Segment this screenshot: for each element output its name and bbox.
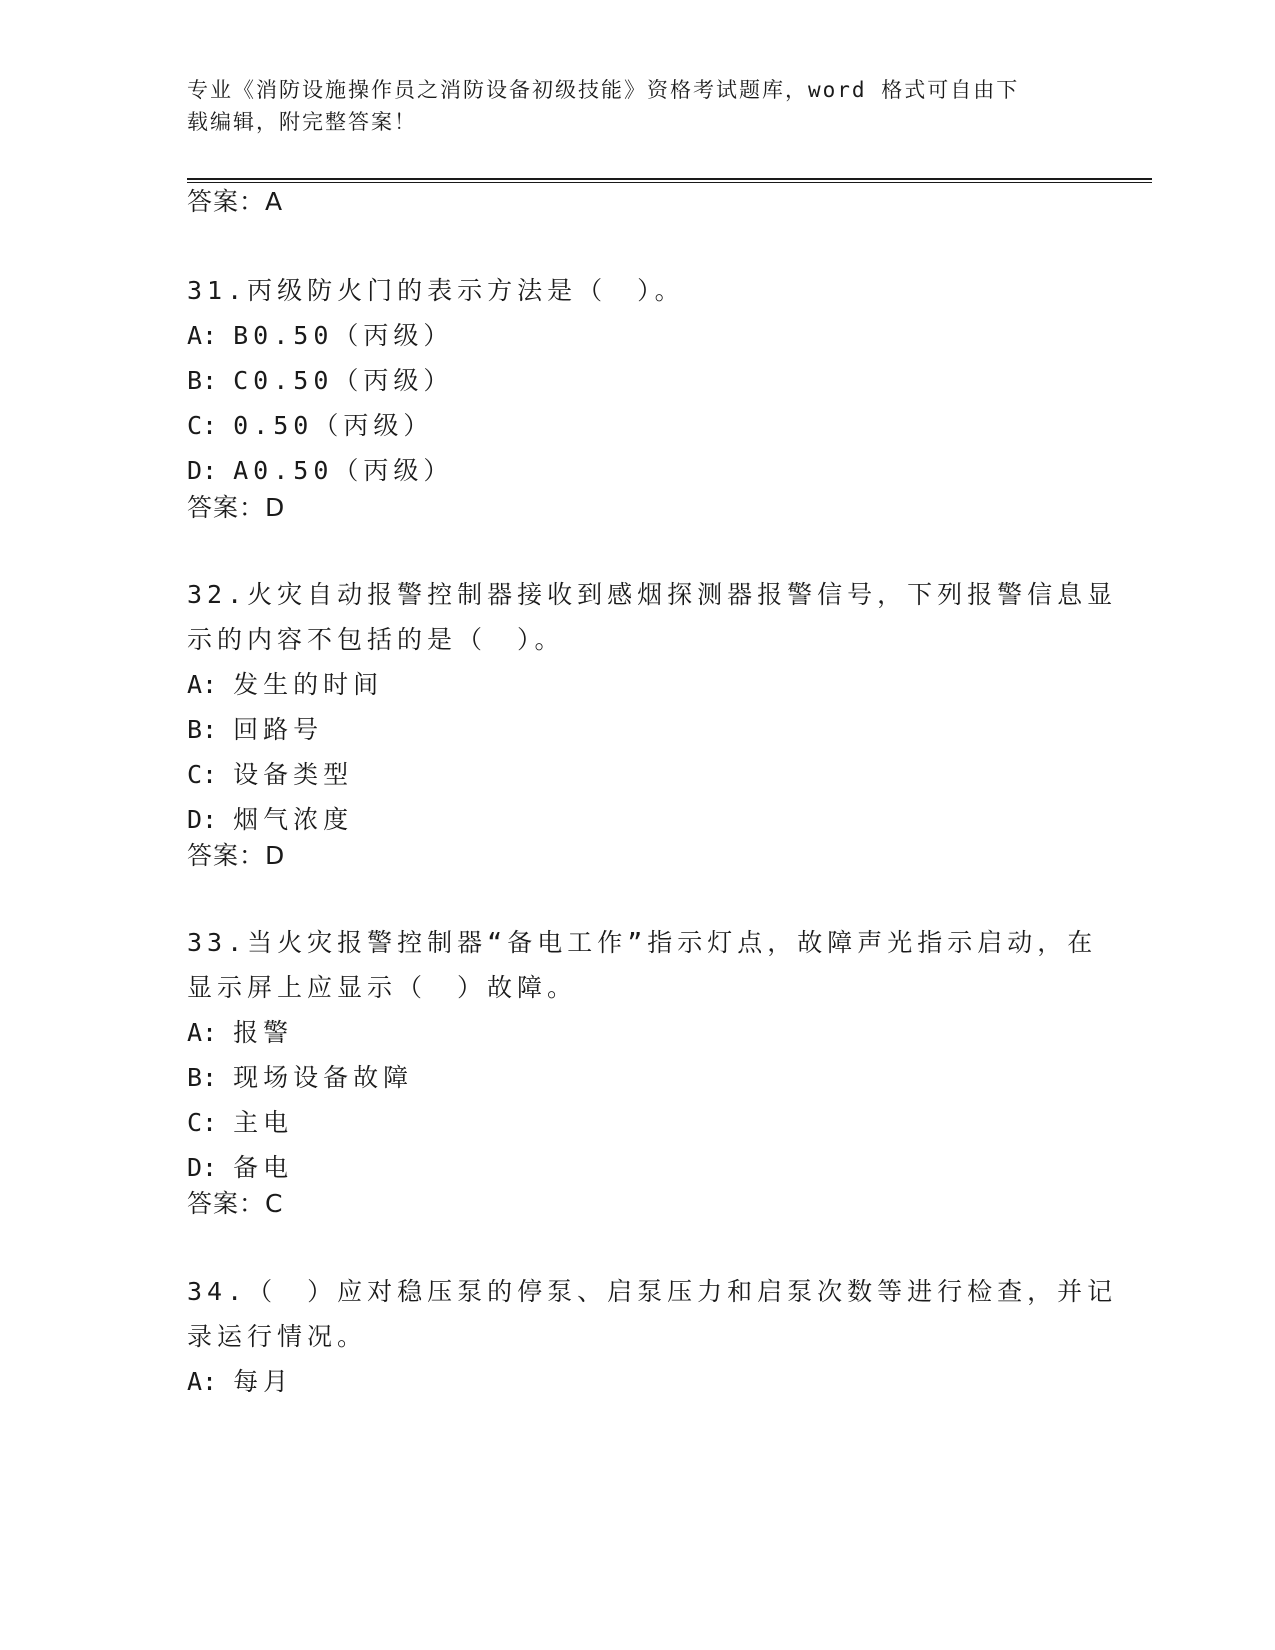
question-number: 31. — [187, 276, 248, 305]
answer-label: 答案： — [187, 841, 266, 870]
header-divider — [187, 178, 1152, 183]
question-line: 录运行情况。 — [187, 1322, 368, 1351]
option-d: D: 烟气浓度 — [187, 805, 354, 834]
option-c: C: 0.50（丙级） — [187, 411, 434, 440]
question-text — [187, 1269, 1118, 1359]
question-line: 示的内容不包括的是（ ）。 — [187, 625, 565, 654]
option-b: B: 回路号 — [187, 715, 324, 744]
question-31 — [187, 268, 1067, 493]
question-32 — [187, 572, 1118, 842]
option-c: C: 设备类型 — [187, 760, 354, 789]
option-c: C: 主电 — [187, 1108, 294, 1137]
question-line: 32.火灾自动报警控制器接收到感烟探测器报警信号，下列报警信息显 — [187, 580, 1118, 609]
document-header — [187, 74, 1067, 138]
option-b: B: C0.50（丙级） — [187, 366, 454, 395]
answer-value: C — [265, 1189, 284, 1218]
answer-label: 答案： — [187, 493, 266, 522]
answer-value: D — [265, 493, 286, 522]
option-a: A: 发生的时间 — [187, 670, 384, 699]
answer-33 — [187, 1188, 1067, 1220]
answer-value: A — [265, 187, 284, 216]
question-line: 33.当火灾报警控制器“备电工作”指示灯点，故障声光指示启动，在 — [187, 928, 1098, 957]
header-line-1: 专业《消防设施操作员之消防设备初级技能》资格考试题库，word 格式可自由下 — [187, 78, 1020, 102]
answer-31 — [187, 492, 1067, 524]
answer-label: 答案： — [187, 187, 266, 216]
answer-30 — [187, 186, 1067, 218]
question-number: 34. — [187, 1277, 248, 1306]
question-number: 33. — [187, 928, 248, 957]
option-b: B: 现场设备故障 — [187, 1063, 414, 1092]
question-number: 32. — [187, 580, 248, 609]
question-line: 34.（ ）应对稳压泵的停泵、启泵压力和启泵次数等进行检查，并记 — [187, 1277, 1118, 1306]
answer-value: D — [265, 841, 286, 870]
question-34 — [187, 1269, 1118, 1404]
question-text — [187, 268, 1067, 313]
question-line: 显示屏上应显示（ ）故障。 — [187, 973, 578, 1002]
option-d: D: 备电 — [187, 1153, 294, 1182]
option-a: A: 每月 — [187, 1367, 294, 1396]
header-line-2: 载编辑，附完整答案！ — [187, 110, 417, 134]
option-a: A: B0.50（丙级） — [187, 321, 454, 350]
question-text — [187, 572, 1118, 662]
option-a: A: 报警 — [187, 1018, 294, 1047]
option-d: D: A0.50（丙级） — [187, 456, 454, 485]
question-33 — [187, 920, 1098, 1190]
question-text — [187, 920, 1098, 1010]
answer-32 — [187, 840, 1067, 872]
question-line: 31.丙级防火门的表示方法是（ ）。 — [187, 276, 685, 305]
answer-label: 答案： — [187, 1189, 266, 1218]
